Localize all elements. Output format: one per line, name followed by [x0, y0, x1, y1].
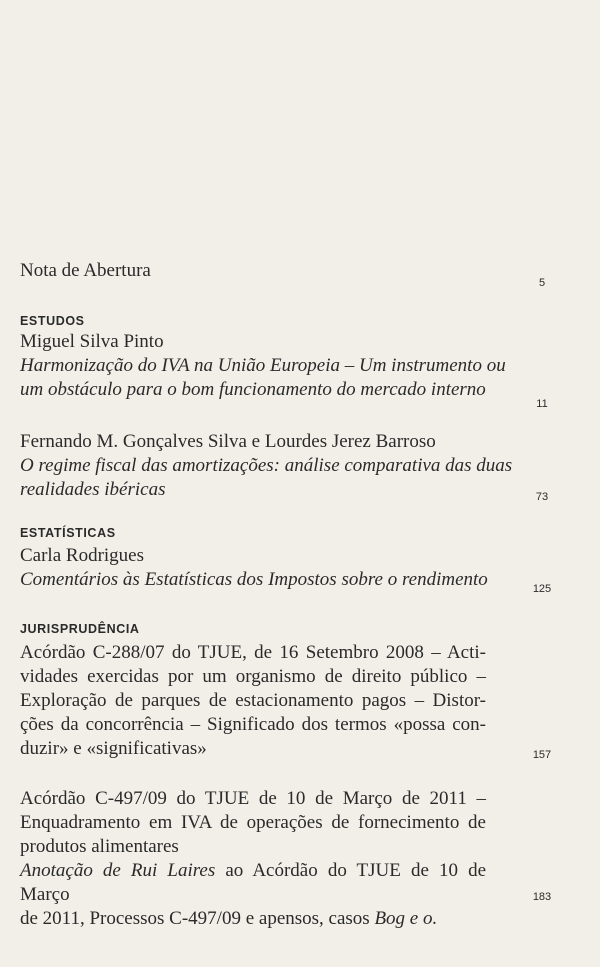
annotation-text: ao Acórdão do TJUE de 10 de Março — [20, 860, 487, 905]
entry-author: Fernando M. Gonçalves Silva e Lourdes Jerez Barroso — [20, 431, 436, 452]
nota-abertura-page: 5 — [538, 277, 546, 289]
section-jurisprudencia: JURISPRUDÊNCIA — [20, 622, 140, 636]
annotation-author: Anotação de Rui Laires — [20, 860, 216, 881]
entry-title-line: realidades ibéricas — [20, 479, 166, 500]
entry-text-line: Acórdão C-497/09 do TJUE de 10 de Março de 2011 – — [20, 788, 486, 809]
toc-entry-pinto — [20, 330, 506, 402]
entry-text-line: duzir» e «significativas» — [20, 738, 207, 759]
entry-page-number: 73 — [535, 491, 549, 503]
section-estudos: ESTUDOS — [20, 314, 85, 328]
entry-title-line: O regime fiscal das amortizações: análise comparativa das duas — [20, 455, 513, 476]
nota-abertura-title: Nota de Abertura — [20, 260, 151, 281]
entry-annotation-line — [20, 859, 486, 907]
entry-author: Carla Rodrigues — [20, 545, 145, 566]
entry-text-line: Exploração de parques de estacionamento pagos – Distor- — [20, 690, 486, 711]
entry-author: Miguel Silva Pinto — [20, 331, 164, 352]
toc-entry-silva — [20, 430, 513, 502]
entry-text-line: Acórdão C-288/07 do TJUE, de 16 Setembro 2008 – Acti- — [20, 642, 486, 663]
entry-title-line: um obstáculo para o bom funcionamento do mercado interno — [20, 379, 486, 400]
entry-page-number: 157 — [532, 749, 552, 761]
annotation-text: de 2011, Processos C-497/09 e apensos, casos — [20, 908, 375, 929]
entry-text-line: Enquadramento em IVA de operações de fornecimento de — [20, 812, 486, 833]
entry-page-number: 183 — [532, 891, 552, 903]
entry-page-number: 11 — [536, 398, 548, 410]
entry-title-line: Comentários às Estatísticas dos Impostos sobre o rendimento — [20, 569, 488, 590]
entry-page-number: 125 — [532, 583, 552, 595]
entry-text-line: produtos alimentares — [20, 836, 179, 857]
toc-entry-acordao-288 — [20, 641, 486, 761]
entry-text-line: ções da concorrência – Significado dos termos «possa con- — [20, 714, 486, 735]
annotation-cases: Bog e o. — [374, 908, 438, 929]
entry-text-line: vidades exercidas por um organismo de direito público – — [20, 666, 486, 687]
toc-entry-acordao-497 — [20, 787, 486, 931]
section-estatisticas: ESTATÍSTICAS — [20, 526, 116, 540]
entry-title-line: Harmonização do IVA na União Europeia – Um instrumento ou — [20, 355, 506, 376]
entry-annotation-line — [20, 907, 486, 931]
toc-entry-rodrigues — [20, 544, 486, 592]
